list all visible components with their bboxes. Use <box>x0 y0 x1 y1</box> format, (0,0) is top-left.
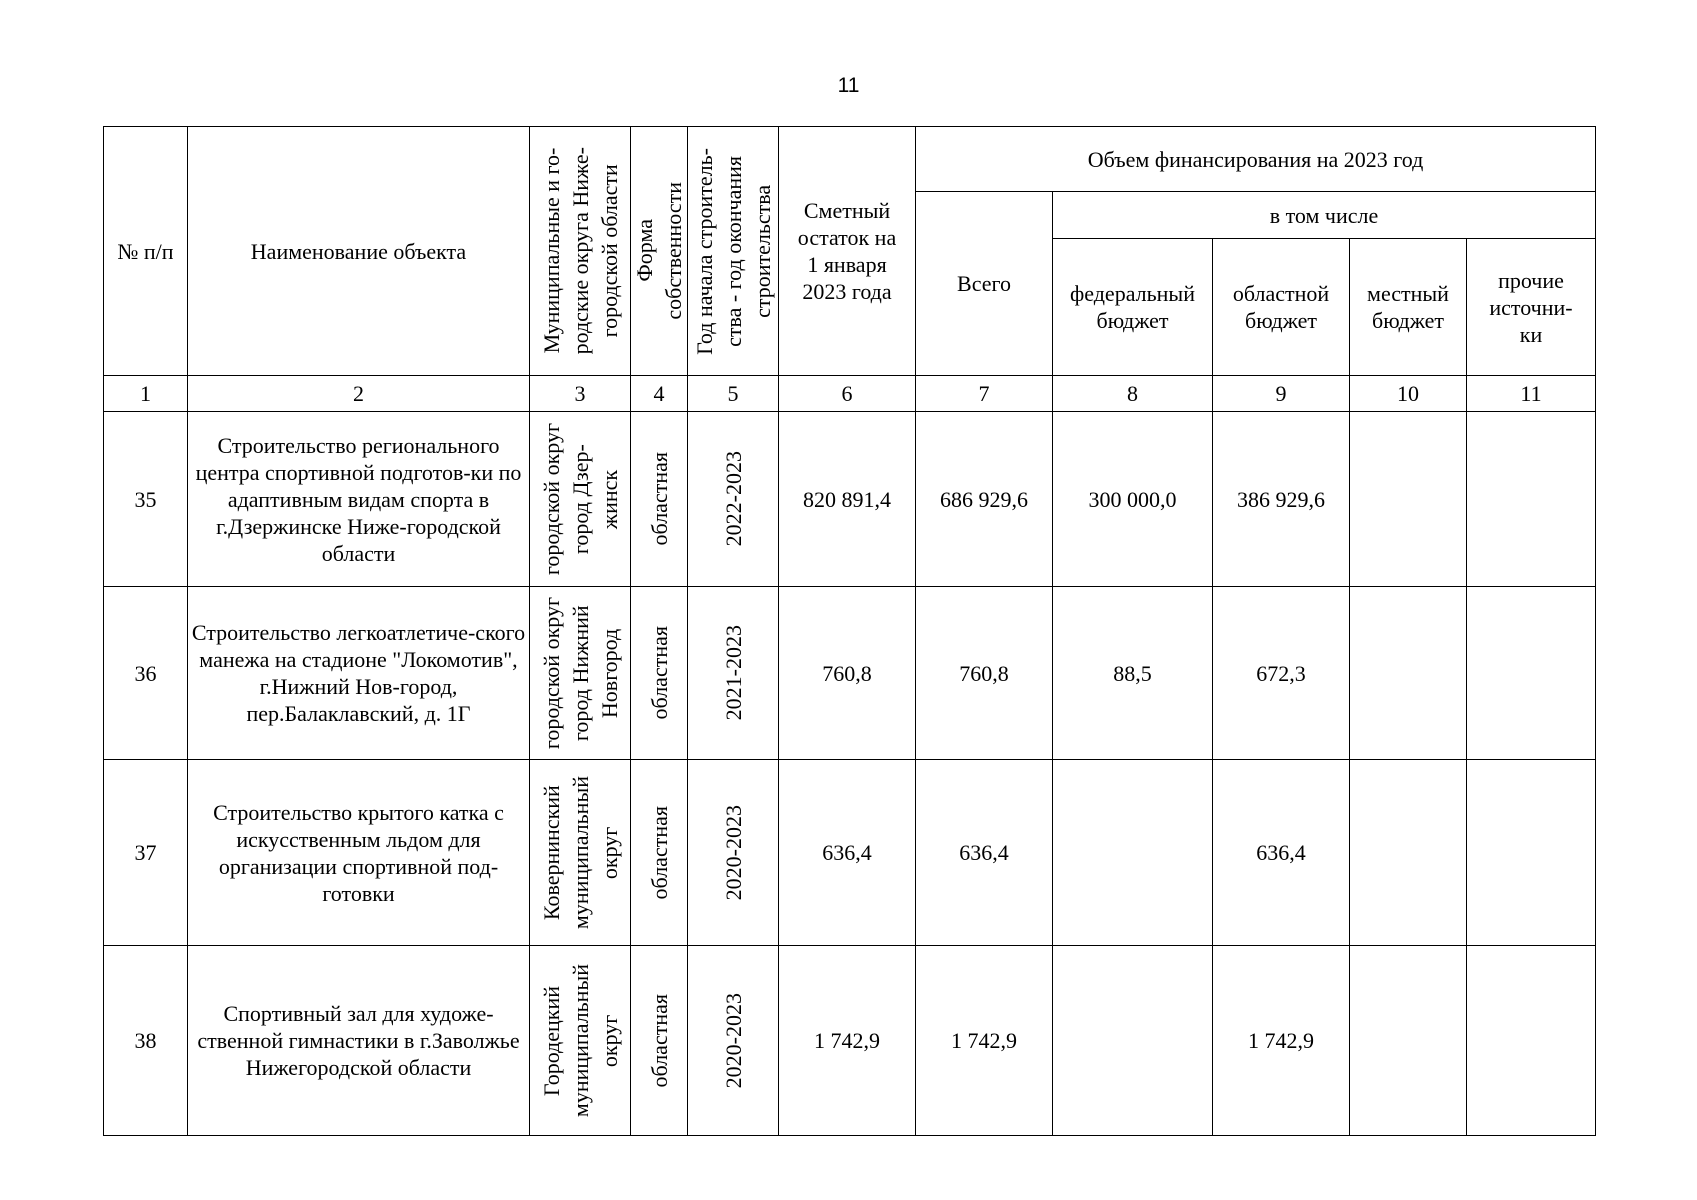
row-years-text: 2020-2023 <box>720 992 746 1089</box>
row-other <box>1467 760 1596 946</box>
header-remainder: Сметный остаток на 1 января 2023 года <box>779 127 916 376</box>
column-number: 4 <box>631 376 688 412</box>
row-municipality-text: Городецкий муниципальный округ <box>538 963 622 1118</box>
header-ownership <box>631 127 688 376</box>
row-local <box>1350 760 1467 946</box>
row-other <box>1467 587 1596 760</box>
row-municipality <box>530 946 631 1136</box>
header-years-text: Год начала строитель- ства - год окончания строительства <box>691 147 775 355</box>
header-total: Всего <box>916 192 1053 376</box>
row-remainder: 820 891,4 <box>779 412 916 587</box>
row-ownership <box>631 412 688 587</box>
column-number: 9 <box>1213 376 1350 412</box>
column-number-row <box>104 376 1596 412</box>
row-federal: 300 000,0 <box>1053 412 1213 587</box>
header-including: в том числе <box>1053 192 1596 239</box>
row-ownership <box>631 760 688 946</box>
table-row <box>104 946 1596 1136</box>
row-federal <box>1053 760 1213 946</box>
row-name: Строительство регионального центра спортивной подготов-ки по адаптивным видам спорта в г.Дзержинске Ниже-городской области <box>188 412 530 587</box>
row-ownership-text: областная <box>646 805 672 900</box>
row-years-text: 2020-2023 <box>720 804 746 901</box>
column-number: 2 <box>188 376 530 412</box>
row-years <box>688 412 779 587</box>
row-remainder: 760,8 <box>779 587 916 760</box>
row-total: 686 929,6 <box>916 412 1053 587</box>
table-row <box>104 760 1596 946</box>
row-remainder: 1 742,9 <box>779 946 916 1136</box>
header-name: Наименование объекта <box>188 127 530 376</box>
header-municipality-text: Муниципальные и го- родские округа Ниже- городской области <box>538 147 622 355</box>
row-num: 35 <box>104 412 188 587</box>
column-number: 3 <box>530 376 631 412</box>
row-municipality-text: городской округ город Нижний Новгород <box>538 596 622 750</box>
row-ownership <box>631 946 688 1136</box>
column-number: 1 <box>104 376 188 412</box>
header-municipality <box>530 127 631 376</box>
row-num: 36 <box>104 587 188 760</box>
row-ownership-text: областная <box>646 993 672 1088</box>
row-local <box>1350 412 1467 587</box>
page-number: 11 <box>837 74 860 97</box>
row-municipality-text: Ковернинский муниципальный округ <box>538 775 622 930</box>
column-number: 10 <box>1350 376 1467 412</box>
row-federal: 88,5 <box>1053 587 1213 760</box>
column-number: 7 <box>916 376 1053 412</box>
row-ownership-text: областная <box>646 452 672 546</box>
row-municipality <box>530 760 631 946</box>
header-num: № п/п <box>104 127 188 376</box>
row-municipality <box>530 587 631 760</box>
row-years <box>688 946 779 1136</box>
row-other <box>1467 946 1596 1136</box>
column-number: 6 <box>779 376 916 412</box>
row-remainder: 636,4 <box>779 760 916 946</box>
row-name: Строительство крытого катка с искусственным льдом для организации спортивной под-готовки <box>188 760 530 946</box>
header-local: местный бюджет <box>1350 239 1467 376</box>
header-other: прочие источни- ки <box>1467 239 1596 376</box>
row-total: 636,4 <box>916 760 1053 946</box>
row-other <box>1467 412 1596 587</box>
row-regional: 386 929,6 <box>1213 412 1350 587</box>
financing-table <box>103 126 1596 1136</box>
row-local <box>1350 946 1467 1136</box>
header-funding: Объем финансирования на 2023 год <box>916 127 1596 192</box>
row-total: 1 742,9 <box>916 946 1053 1136</box>
row-local <box>1350 587 1467 760</box>
column-number: 8 <box>1053 376 1213 412</box>
row-regional: 636,4 <box>1213 760 1350 946</box>
row-name: Спортивный зал для художе-ственной гимнастики в г.Заволжье Нижегородской области <box>188 946 530 1136</box>
row-municipality <box>530 412 631 587</box>
row-ownership-text: областная <box>646 626 672 720</box>
table-row <box>104 412 1596 587</box>
row-municipality-text: городской округ город Дзер- жинск <box>538 422 622 576</box>
row-years-text: 2022-2023 <box>720 451 746 547</box>
row-federal <box>1053 946 1213 1136</box>
row-years-text: 2021-2023 <box>720 625 746 721</box>
table-row <box>104 587 1596 760</box>
row-name: Строительство легкоатлетиче-ского манежа на стадионе "Локомотив", г.Нижний Нов-город, пер.Балаклавский, д. 1Г <box>188 587 530 760</box>
row-num: 37 <box>104 760 188 946</box>
header-regional: областной бюджет <box>1213 239 1350 376</box>
row-total: 760,8 <box>916 587 1053 760</box>
row-ownership <box>631 587 688 760</box>
row-regional: 672,3 <box>1213 587 1350 760</box>
row-years <box>688 760 779 946</box>
header-federal: федеральный бюджет <box>1053 239 1213 376</box>
row-regional: 1 742,9 <box>1213 946 1350 1136</box>
column-number: 11 <box>1467 376 1596 412</box>
row-years <box>688 587 779 760</box>
column-number: 5 <box>688 376 779 412</box>
row-num: 38 <box>104 946 188 1136</box>
header-ownership-text: Форма собственности <box>632 182 686 320</box>
header-row-1 <box>104 127 1596 192</box>
header-years <box>688 127 779 376</box>
